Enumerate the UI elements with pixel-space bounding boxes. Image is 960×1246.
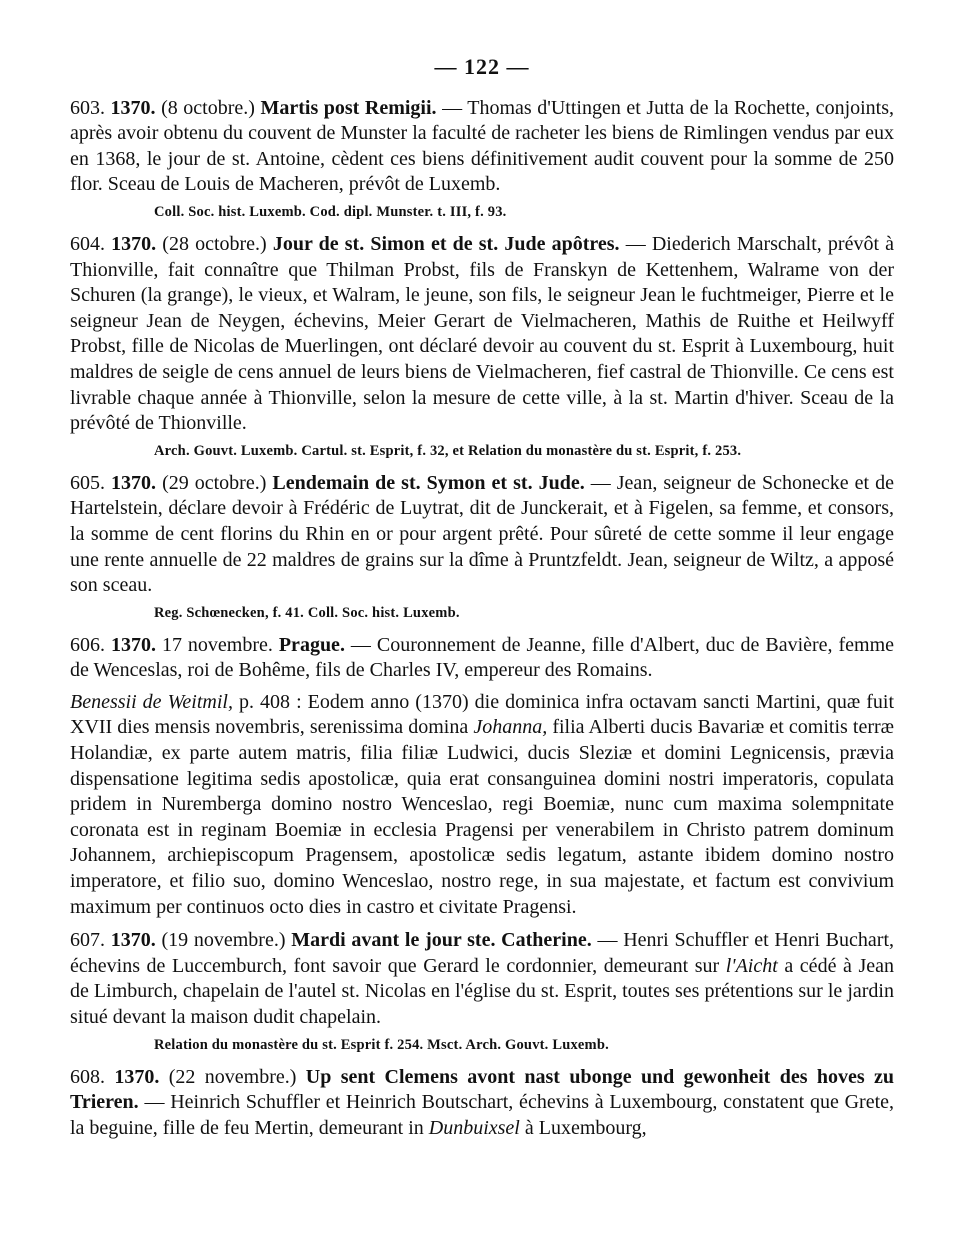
entry-source: Reg. Schœnecken, f. 41. Coll. Soc. hist. Luxemb. — [154, 604, 460, 621]
entry-date: (22 novembre.) — [168, 1065, 297, 1088]
entry-604 — [70, 232, 894, 461]
latin-quote — [70, 690, 894, 920]
entry-body: — Henri Schuffler et Henri Buchart, échevins de Luccemburch, font savoir que Gerard le cordonnier, demeurant sur — [70, 929, 894, 977]
entry-date: (29 octobre.) — [162, 471, 267, 494]
entry-603 — [70, 96, 894, 222]
entry-text — [70, 928, 894, 1030]
entry-date: 17 novembre. — [161, 633, 273, 656]
entry-rubric: Mardi avant le jour ste. Catherine. — [291, 929, 592, 952]
entry-year: 1370. — [111, 232, 157, 255]
entry-source: Relation du monastère du st. Esprit f. 254. Msct. Arch. Gouvt. Luxemb. — [154, 1036, 609, 1053]
entry-number: 604. — [70, 232, 105, 255]
entry-number: 606. — [70, 633, 105, 656]
entry-text — [70, 471, 894, 599]
entry-605 — [70, 471, 894, 623]
entry-body: a cédé à Jean de Limburch, chapelain de l'autel st. Nicolas en l'église du st. Esprit, toutes ses prétentions sur le jardin situé devant la maison dudit chapelain. — [70, 954, 895, 1028]
entry-rubric: Martis post Remigii. — [260, 96, 437, 119]
quote-source: Benessii de Weitmil, — [70, 690, 233, 713]
entry-606 — [70, 633, 894, 921]
entry-year: 1370. — [110, 929, 156, 952]
entry-text — [70, 96, 894, 198]
entry-rubric: Lendemain de st. Symon et st. Jude. — [272, 471, 585, 494]
entry-number: 607. — [70, 929, 105, 952]
entry-source: Coll. Soc. hist. Luxemb. Cod. dipl. Munster. t. III, f. 93. — [154, 203, 507, 220]
entry-year: 1370. — [111, 471, 157, 494]
entry-body: — Jean, seigneur de Schonecke et de Hartelstein, déclare devoir à Frédéric de Luytrat, dit de Junckerait, et à Figelen, sa femme, et consors, la somme de cent florins du Rhin en or pour argent prêté. Pour sûreté de cette somme il leur engage une rente annuelle de 22 maldres de grains sur la dîme à Pruntzfeldt. Jean, seigneur de Wiltz, a apposé son sceau. — [70, 471, 895, 597]
page-number: — 122 — — [434, 54, 530, 79]
entry-text — [70, 633, 894, 684]
entry-year: 1370. — [114, 1065, 160, 1088]
entry-body: — Diederich Marschalt, prévôt à Thionville, fait connaître que Thilman Probst, fils de Franskyn de Kettenhem, Walrame von der Schuren (la grange), le vieux, et Walram, le jeune, son fils, le seigneur Jean le fuchtmeiger, Pierre et le seigneur Jean de Neygen, échevins, Meier Gerart de Vielmacheren, Mathis de Ruithe et Heilwyff Probst, fille de Nicolas de Muerlingen, ont déclaré devoir au couvent du st. Esprit à Luxembourg, huit maldres de seigle de cens annuel de leurs biens de Vielmacheren, fief castral de Thionville. Ce cens est livrable chaque année à Thionville, selon la mesure de cette ville, à la st. Martin d'hiver. Sceau de la prévôté de Thionville. — [70, 232, 895, 435]
entry-text — [70, 232, 894, 437]
entry-date: (8 octobre.) — [161, 96, 255, 119]
entry-rubric: Prague. — [278, 633, 345, 656]
entry-source: Arch. Gouvt. Luxemb. Cartul. st. Esprit, f. 32, et Relation du monastère du st. Esprit, f. 253. — [154, 442, 742, 459]
entry-number: 603. — [70, 96, 105, 119]
quote-text: filia Alberti ducis Bavariæ et comitis terræ Holandiæ, ex parte autem matris, filia filiæ Ludwici, ducis Sleziæ et domini Legnicensis, prævia dispensatione legitima sedis apostolicæ, quia erat consanguinea domini nostri imperatoris, copulata pridem in Nuremberga domino nostro Wenceslao, regi Boemiæ, nunc cum maxima solempnitate coronata est in reginam Boemiæ in ecclesia Pragensi per venerabilem in Christo patrem dominum Johannem, archiepiscopum Pragensem, apostolicæ sedis legatum, astante ibidem domino nostro imperatore, et filio suo, domino Wenceslao, nostro rege, in sua majestate, et factum est convivium maximum per continuos octo dies in castro et civitate Pragensi. — [70, 716, 894, 918]
quote-text: p. 408 : Eodem anno (1370) die dominica infra octavam sancti Martini, quæ fuit XVII dies mensis novembris, serenissima domina — [70, 690, 895, 739]
entry-body: — Thomas d'Uttingen et Jutta de la Rochette, conjoints, après avoir obtenu du couvent de Munster la faculté de racheter les biens de Rimlingen vendus par eux en 1368, le jour de st. Antoine, cèdent ces biens définitivement audit couvent pour la somme de 250 flor. Sceau de Louis de Macheren, prévôt de Luxemb. — [70, 96, 895, 196]
entry-rubric: Jour de st. Simon et de st. Jude apôtres. — [272, 232, 620, 255]
entry-number: 605. — [70, 471, 105, 494]
quote-name: Johanna, — [473, 716, 548, 739]
entry-date: (28 octobre.) — [162, 232, 267, 255]
entry-place: l'Aicht — [725, 954, 778, 977]
entry-body: à Luxembourg, — [519, 1116, 647, 1139]
entry-year: 1370. — [110, 633, 156, 656]
entry-text — [70, 1065, 894, 1142]
entry-date: (19 novembre.) — [161, 929, 286, 952]
entry-body: — Couronnement de Jeanne, fille d'Albert, duc de Bavière, femme de Wenceslas, roi de Bohême, fils de Charles IV, empereur des Romains. — [70, 633, 895, 682]
entry-608 — [70, 1065, 894, 1142]
entry-place: Dunbuixsel — [428, 1116, 520, 1139]
entry-rubric: Up sent Clemens avont nast ubonge und gewonheit des hoves zu Trieren. — [70, 1065, 895, 1114]
entry-year: 1370. — [110, 96, 156, 119]
entry-607 — [70, 928, 894, 1054]
entry-body: — Heinrich Schuffler et Heinrich Boutschart, échevins à Luxembourg, constatent que Grete, la beguine, fille de feu Mertin, demeurant in — [70, 1091, 895, 1139]
entry-number: 608. — [70, 1065, 105, 1088]
